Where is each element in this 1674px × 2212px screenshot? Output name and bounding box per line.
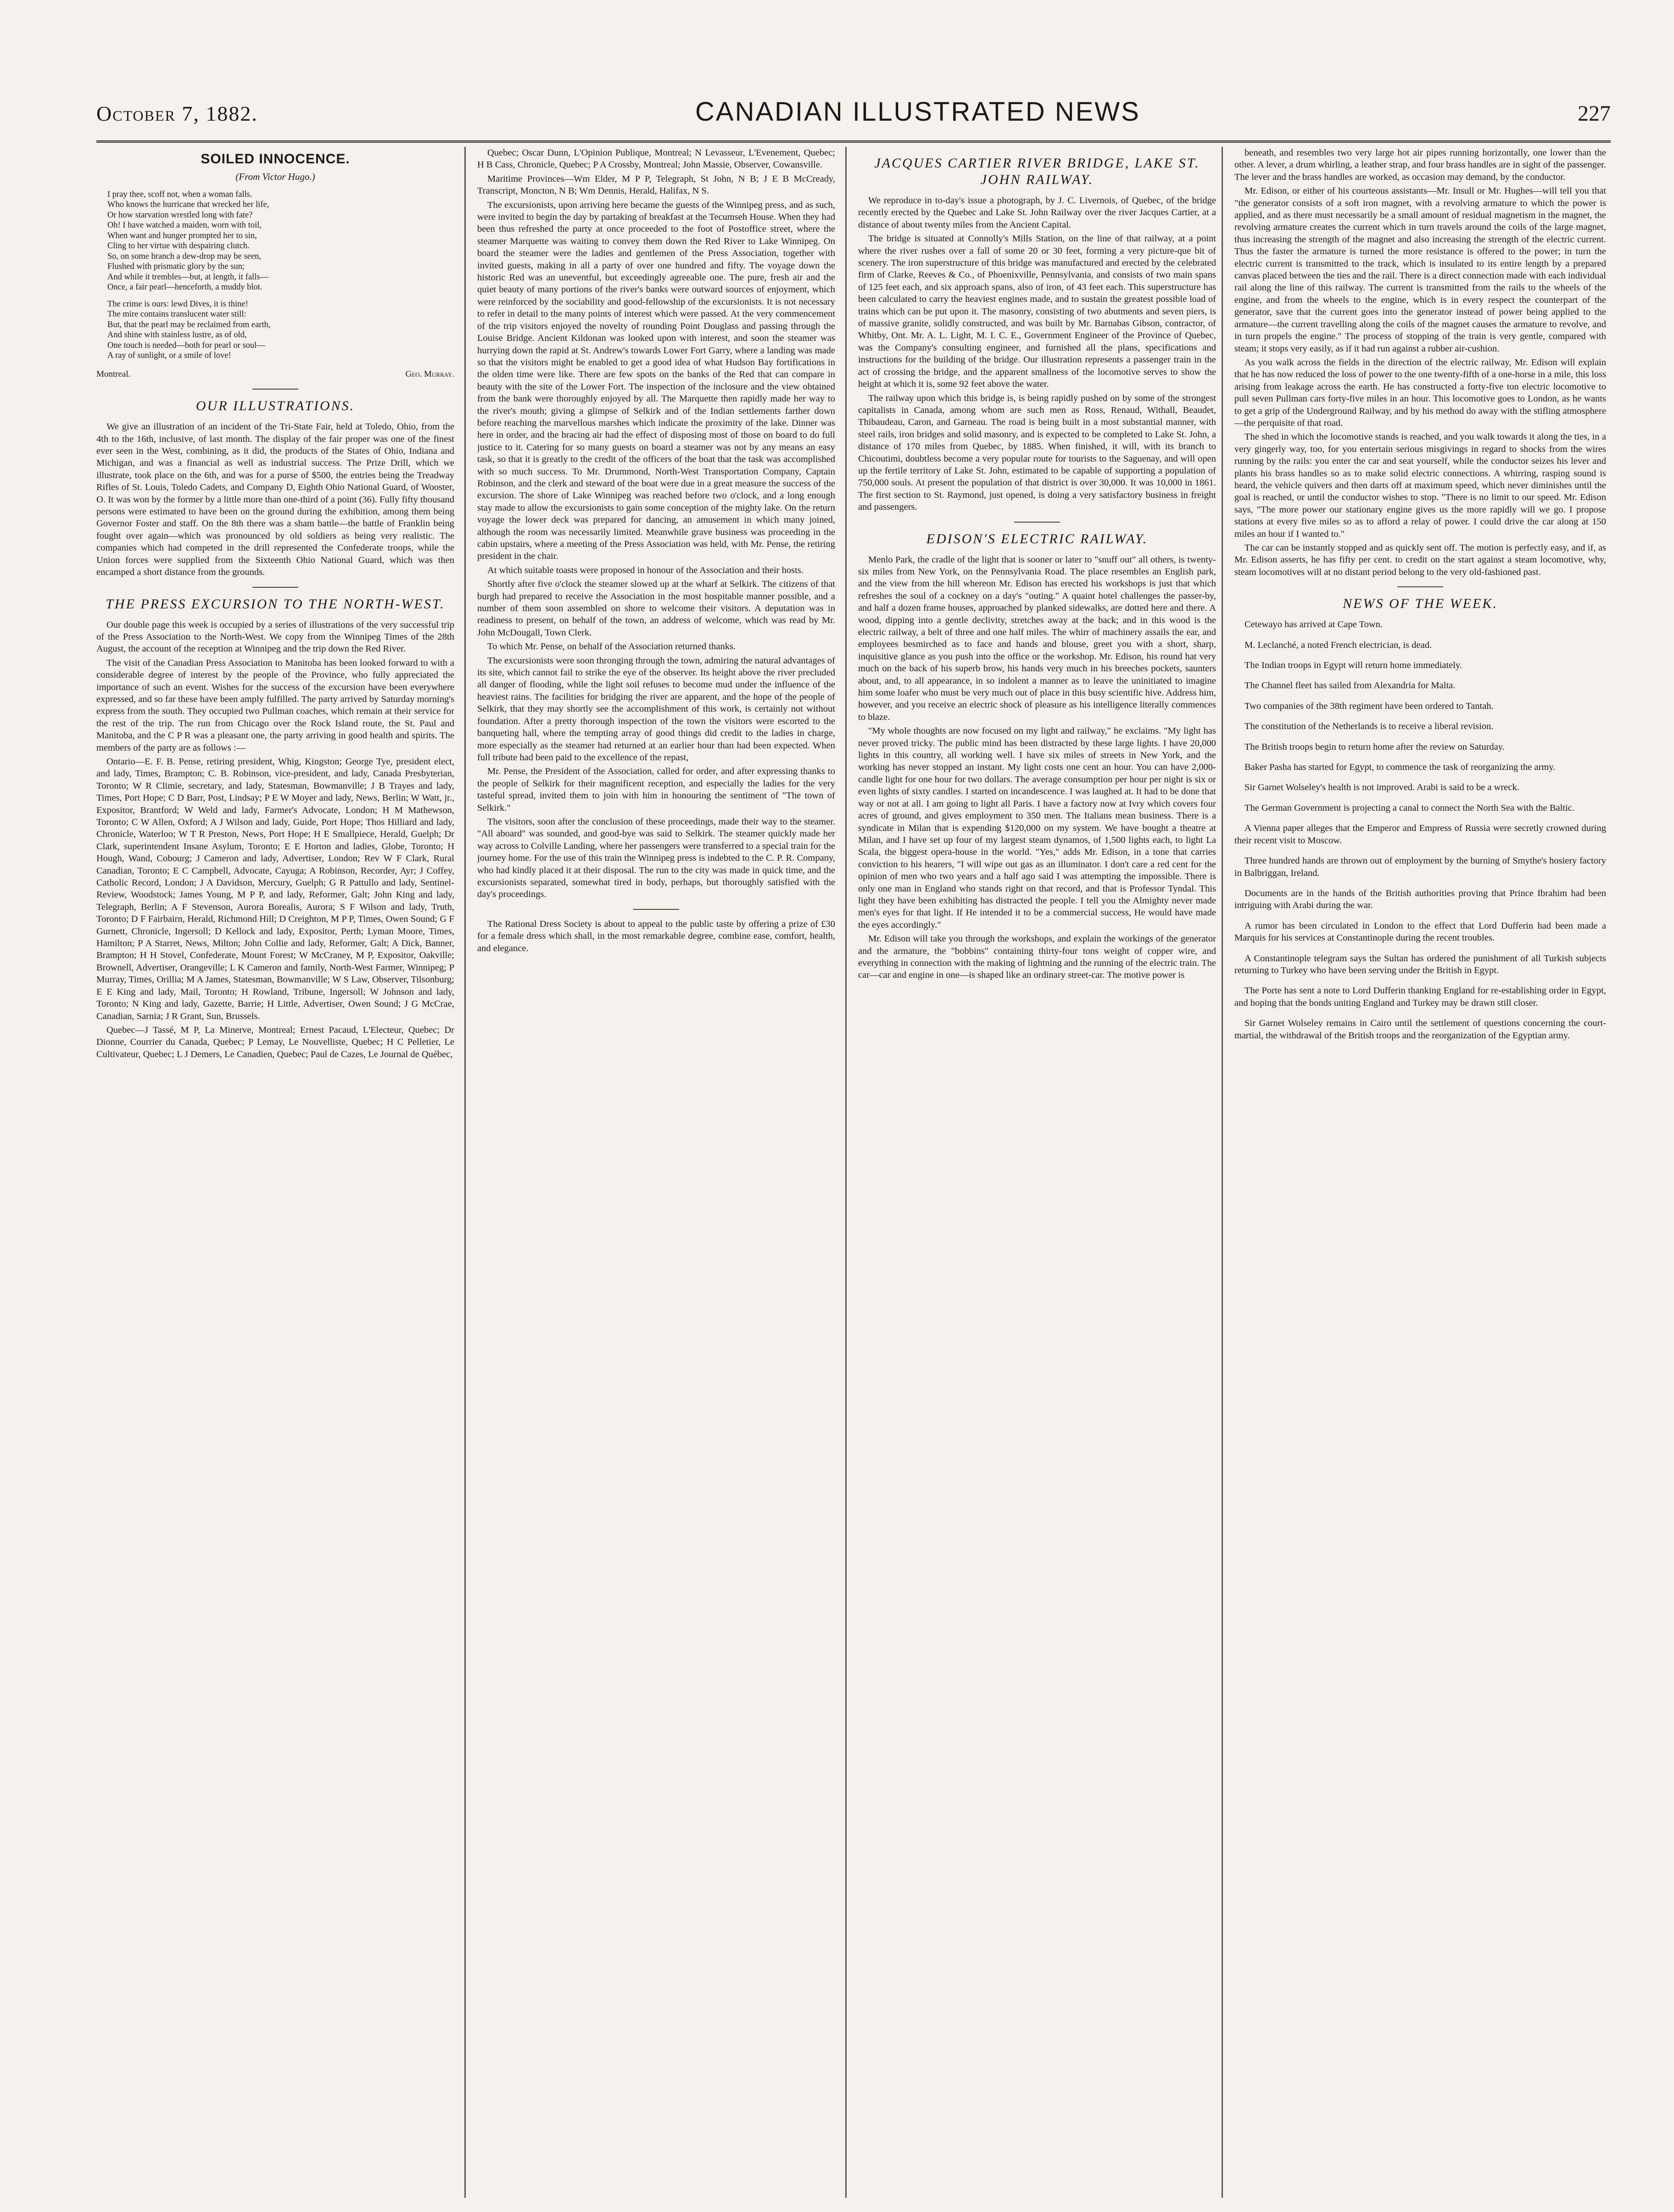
press-excursion-heading: THE PRESS EXCURSION TO THE NORTH-WEST. bbox=[106, 596, 445, 612]
paragraph: Menlo Park, the cradle of the light that is sooner or later to "snuff out" all others, is twenty-six miles from New York, on the Pennsylvania Road. The place resembles an English park, and the view from the hill whereon Mr. Edison has erected his workshops is just that which refreshes the soul of a cockney on a day's "outing." A quaint hotel challenges the passer-by, and half a dozen frame houses, approached by planked sidewalks, are dotted here and there. A wood, dipping into a gentle declivity, stretches away at the back; and in this wood is the electric railway, a belt of three and one half miles. The whirr of machinery assails the ear, and employees besmirched as to face and hands and blouse, greet you with a short, sharp, inquisitive glance as you push into the office or the workshop. Mr. Edison, his round hat very much on the back of his superb brow, his hands very much in his breeches pockets, saunters about, and, to all appearance, in so indolent a manner as to leave the uninitiated to imagine him some loafer who must be very much out of place in this busy scientific hive. Address him, however, and you receive an electric shock of pleasure as his intelligence literally commences to blaze. bbox=[858, 554, 1216, 722]
page-number: 227 bbox=[1577, 101, 1611, 126]
poem-line: One touch is needed—both for pearl or soul— bbox=[107, 340, 265, 350]
paragraph: Quebec; Oscar Dunn, L'Opinion Publique, Montreal; N Levasseur, L'Evenement, Quebec; H B Cass, Chronicle, Quebec; P A Crossby, Montreal; John Massie, Observer, Cowansville. bbox=[477, 148, 835, 170]
issue-date: October 7, 1882. bbox=[96, 102, 258, 125]
paragraph: Documents are in the hands of the British authorities proving that Prince Ibrahim had been intriguing with Arabi during the war. bbox=[1234, 888, 1606, 911]
poem-line: The mire contains translucent water still: bbox=[107, 310, 246, 319]
paragraph: Quebec—J Tassé, M P, La Minerve, Montreal; Ernest Pacaud, L'Electeur, Quebec; Dr Dionne, Courrier du Canada, Quebec; P Lemay, Le Nouvelliste, Quebec; H C Pelletier, Le Cultivateur, Quebec; L J Demers, Le Canadien, Quebec; Paul de Cazes, Le Journal de Québec, bbox=[96, 1025, 454, 1059]
poem-line: A ray of sunlight, or a smile of love! bbox=[107, 351, 231, 361]
paragraph: The British troops begin to return home after the review on Saturday. bbox=[1244, 741, 1505, 752]
paragraph: The visitors, soon after the conclusion of these proceedings, made their way to the steamer. "All aboard" was sounded, and good-bye was said to Selkirk. The steamer quickly made her way across to Colville Landing, where her passengers were transferred to a special train for the journey home. For the use of this train the Winnipeg press is indebted to the C. P. R. Company, who had kindly placed it at their disposal. The run to the city was made in quick time, and the excursionists separated, somewhat tired in body, perhaps, but thoroughly satisfied with the day's proceedings. bbox=[477, 816, 835, 900]
paragraph: The Channel fleet has sailed from Alexandria for Malta. bbox=[1244, 680, 1456, 691]
poem-title: SOILED INNOCENCE. bbox=[201, 151, 350, 167]
paragraph: The Indian troops in Egypt will return home immediately. bbox=[1244, 660, 1462, 671]
poem-line: Cling to her virtue with despairing clutch. bbox=[107, 241, 250, 251]
paragraph: Maritime Provinces—Wm Elder, M P P, Telegraph, St John, N B; J E B McCready, Transcript, Moncton, N B; Wm Dennis, Herald, Halifax, N S. bbox=[477, 173, 835, 196]
paragraph: Mr. Edison will take you through the workshops, and explain the workings of the generator and the armature, the "bobbins" containing thirty-four tons weight of copper wire, and everything in connection with the making of lightning and the running of the electric train. The car—car and engine in one—is shaped like an ordinary street-car. The motive power is bbox=[858, 934, 1216, 981]
news-heading: NEWS OF THE WEEK. bbox=[1343, 596, 1498, 612]
illustrations-body bbox=[96, 421, 454, 578]
paragraph: The Porte has sent a note to Lord Dufferin thanking England for re-establishing order in Egypt, and hoping that the bonds uniting England and Turkey may be drawn still closer. bbox=[1234, 986, 1606, 1008]
paragraph: The bridge is situated at Connolly's Mills Station, on the line of that railway, at a point where the river rushes over a fall of some 20 or 30 feet, forming a very picture-que bit of scenery. The iron superstructure of this bridge was manufactured and erected by the celebrated firm of Clarke, Reeves & Co., of Phoenixville, Pennsylvania, and consists of two main spans of 125 feet each, and six approach spans, also of iron, of 43 feet each. This superstructure has been calculated to carry the heaviest engines made, and to sustain the greatest possible load of trains which can be put upon it. The masonry, consisting of two abutments and seven piers, is of massive granite, solidly constructed, and was built by Mr. Barnabas Gibson, contractor, of Whitby, Ont. Mr. A. L. Light, M. I. C. E., Government Engineer of the Province of Quebec, was the Company's consulting engineer, and furnished all the plans, specifications and instructions for the building of the bridge. Our illustration represents a passenger train in the act of crossing the bridge, and the apparent smallness of the locomotive serves to show the height at which it is, some 92 feet above the water. bbox=[858, 234, 1216, 390]
divider bbox=[252, 389, 298, 390]
running-header bbox=[96, 96, 1611, 143]
poem-line: The crime is ours: lewd Dives, it is thine! bbox=[107, 299, 248, 309]
paragraph: The German Government is projecting a canal to connect the North Sea with the Baltic. bbox=[1244, 802, 1574, 813]
paragraph: The constitution of the Netherlands is to receive a liberal revision. bbox=[1244, 721, 1494, 732]
paragraph: We give an illustration of an incident of the Tri-State Fair, held at Toledo, Ohio, from the 4th to the 16th, inclusive, of last month. The display of the fair proper was one of the finest ever seen in the West, combining, as it did, the products of the States of Ohio, Indiana and Michigan, and was a financial as well as industrial success. The Prize Drill, which we illustrate, took place on the 6th, and was for a purse of $500, the entries being the Treadway Rifles of St. Louis, Toledo Cadets, and Company D, Eighth Ohio National Guard, of Wooster, O. It was won by the former by a little more than one-third of a point (36). Fully fifty thousand persons were estimated to have been on the ground during the exhibition, among them being Governor Foster and staff. On the 8th there was a sham battle—the battle of Franklin being fought over again—which was pronounced by old soldiers as being very realistic. The companies which had competed in the drill represented the Confederate troops, while the Union forces were supplied from the Sixteenth Ohio National Guard, which was then encamped a short distance from the grounds. bbox=[96, 422, 454, 578]
paragraph: To which Mr. Pense, on behalf of the Association returned thanks. bbox=[487, 641, 736, 652]
paragraph: M. Leclanché, a noted French electrician, is dead. bbox=[1244, 640, 1432, 650]
illustrations-heading: OUR ILLUSTRATIONS. bbox=[195, 398, 355, 414]
poem-stanza bbox=[107, 299, 454, 361]
paragraph: Sir Garnet Wolseley remains in Cairo until the settlement of questions concerning the court-martial, the withdrawal of the British troops and the reorganization of the Egyptian army. bbox=[1234, 1018, 1606, 1041]
poem-line: And while it trembles—but, at length, it falls— bbox=[107, 272, 268, 282]
poem-line: And shine with stainless lustre, as of old, bbox=[107, 330, 247, 340]
poem-stanza bbox=[107, 189, 454, 293]
bridge-body bbox=[858, 195, 1216, 513]
column-rule bbox=[1222, 147, 1223, 2198]
poem-line: Once, a fair pearl—henceforth, a muddy blot. bbox=[107, 283, 262, 292]
news-items bbox=[1234, 618, 1606, 1042]
paragraph: Two companies of the 38th regiment have been ordered to Tantah. bbox=[1244, 701, 1494, 711]
paragraph: Three hundred hands are thrown out of employment by the burning of Smythe's hosiery factory in Balbriggan, Ireland. bbox=[1234, 856, 1606, 878]
edison-continued bbox=[1234, 147, 1606, 578]
paragraph: Our double page this week is occupied by a series of illustrations of the very successful trip of the Press Association to the North-West. We copy from the Winnipeg Times of the 28th August, the account of the reception at Winnipeg and the trip down the Red River. bbox=[96, 619, 454, 654]
poem-place: Montreal. bbox=[96, 369, 131, 379]
column-4 bbox=[1234, 147, 1606, 2198]
paragraph: A Constantinople telegram says the Sultan has ordered the punishment of all Turkish subjects returning to Turkey who have been serving under the British in Egypt. bbox=[1234, 953, 1606, 975]
divider bbox=[1397, 586, 1443, 587]
paragraph: Sir Garnet Wolseley's health is not improved. Arabi is said to be a wreck. bbox=[1244, 782, 1519, 793]
poem-line: So, on some branch a dew-drop may be seen, bbox=[107, 251, 261, 261]
paragraph: As you walk across the fields in the direction of the electric railway, Mr. Edison will explain that he has now reduced the loss of power to the one twenty-fifth of a one-horse in a mile, this loss arising from leakage across the earth. He has constructed a forty-five ton electric locomotive to pull seven Pullman cars forty-five miles in an hour. This locomotive goes to London, as he wants to get a grip of the Underground Railway, and by his method do away with the stifling atmosphere—the perquisite of that road. bbox=[1234, 357, 1606, 428]
column-rule bbox=[464, 147, 466, 2198]
poem-author: Geo. Murray. bbox=[405, 369, 454, 379]
paragraph: Cetewayo has arrived at Cape Town. bbox=[1244, 619, 1383, 630]
poem-signature-line bbox=[96, 368, 454, 380]
paragraph: beneath, and resembles two very large hot air pipes running horizontally, one lower than the other. A lever, a drum whirling, a leather strap, and four brass handles are in sight of the passenger. The lever and the brass handles are worked, as occasion may demand, by the conductor. bbox=[1234, 148, 1606, 182]
column-3 bbox=[858, 147, 1216, 2198]
poem-line: Oh! I have watched a maiden, worn with toil, bbox=[107, 221, 262, 230]
paragraph: The railway upon which this bridge is, is being rapidly pushed on by some of the strongest capitalists in Canada, among whom are such men as Ross, Renaud, Withall, Beaudet, Thibaudeau, Caron, and Garneau. The road is being built in a most substantial manner, with steel rails, iron bridges and solid masonry, and is expected to be completed to Lake St. John, a distance of 170 miles from Quebec, by 1885. When finished, it will, with its branch to Chicoutimi, doubtless become a very popular route for tourists to the Saguenay, and will open up the fertile territory of Lake St. John, estimated to be capable of supporting a population of 750,000 souls. At present the population of that district is over 30,000. It was 10,000 in 1861. The first section to St. Raymond, just opened, is doing a very satisfactory business in freight and passengers. bbox=[858, 393, 1216, 513]
poem-line: Who knows the hurricane that wrecked her life, bbox=[107, 200, 269, 210]
poem-line: But, that the pearl may be reclaimed from earth, bbox=[107, 320, 271, 329]
poem-line: When want and hunger prompted her to sin, bbox=[107, 231, 257, 240]
paragraph: Mr. Edison, or either of his courteous assistants—Mr. Insull or Mr. Hughes—will tell you that "the generator consists of a soft iron magnet, with a revolving armature to which the power is applied, and as there must necessarily be a small amount of residual magnetism in the magnet, the revolving armature creates the current which in turn travels around the coils of the large magnet, thus increasing the strength of the magnet and also increasing the strength of the electric current. Thus the faster the armature is turned the more resistance is offered to the power; in turn the electric current is transmitted to the track, which is insulated to its entire length by a prepared canvas placed between the ties and the rail. There is a direct connection made with each individual rail along the line of this railway. The current is transmitted from the rails to the wheels of the engine, and from the wheels to the engine, which is in every respect the counterpart of the generator, save that the current goes into the generator instead of power being applied to the armature—the current travelling along the coils of the magnet causes the armature to revolve, and in turn propels the engine." The process of stopping of the train is very gentle, compared with steam; it stops very easily, as if it had run against a rubber air-cushion. bbox=[1234, 186, 1606, 354]
paragraph: Shortly after five o'clock the steamer slowed up at the wharf at Selkirk. The citizens of that burgh had prepared to receive the Association in the most hospitable manner possible, and a number of them soon assembled on shore to welcome their visitors. A deputation was in readiness to present, on behalf of the town, an address of welcome, which was read by Mr. John McDougall, Town Clerk. bbox=[477, 579, 835, 638]
divider bbox=[633, 909, 679, 910]
paragraph: Baker Pasha has started for Egypt, to commence the task of reorganizing the army. bbox=[1244, 762, 1556, 773]
paragraph: The car can be instantly stopped and as quickly sent off. The motion is perfectly easy, and if, as Mr. Edison asserts, he has fifty per cent. to credit on the start against a steam locomotive, why, steam locomotives will at no distant period belong to the very old-fashioned past. bbox=[1234, 543, 1606, 577]
paragraph: Mr. Pense, the President of the Association, called for order, and after expressing thanks to the people of Selkirk for their magnificent reception, and especially the ladies for the very tasteful spread, invited them to join with him in honouring the sentiment of "The town of Selkirk." bbox=[477, 766, 835, 813]
paragraph: "My whole thoughts are now focused on my light and railway," he exclaims. "My light has never proved tricky. The public mind has been distracted by these large lights. I have 20,000 lights in this country, all working well. I have six miles of streets in New York, and the working has never stopped an instant. My light costs one cent an hour. You can have 2,000-candle light for one hour for two dollars. The average consumption per hour per night is six or even lights of sixty candles. I started on incandescence. I was laughed at. It had to be done that way or not at all. I am going to light all Paris. I have a factory now at Ivry which covers four acres of ground, and gives employment to 350 men. The Italians mean business. There is a syndicate in Milan that is expending $120,000 on my system. We have bought a theatre at Milan, and I have set up four of my largest steam dynamos, of 1,500 lights each, to light La Scala, the biggest opera-house in the world. "Yes," adds Mr. Edison, in a tone that carries conviction to his hearers, "I will wipe out gas as an illuminator. I don't care a red cent for the opinion of men who two years and a half ago said I was attempting the impossible. There is only one man in England who stands right on that record, and that is Professor Tyndal. This light they have been exhibiting has distracted the people. I tell you the Almighty never made men's eyes for that light. If He intended it to be a commercial success, He would have made the eyes accordingly." bbox=[858, 726, 1216, 930]
poem-body bbox=[107, 189, 454, 361]
poem-line: I pray thee, scoff not, when a woman falls. bbox=[107, 189, 252, 199]
press-excursion-body bbox=[96, 619, 454, 1061]
masthead-title: CANADIAN ILLUSTRATED NEWS bbox=[695, 97, 1140, 127]
poem-line: Or how starvation wrestled long with fate? bbox=[107, 210, 253, 220]
paragraph: Ontario—E. F. B. Pense, retiring president, Whig, Kingston; George Tye, president elect, and lady, Times, Brampton; C. B. Robinson, vice-president, and lady, Canada Presbyterian, Toronto; W R Climie, secretary, and lady, Statesman, Bowmanville; J B Trayes and lady, Times, Port Hope; C D Barr, Post, Lindsay; P E W Moyer and lady, News, Berlin; W Watt, jr., Expositor, Brantford; W Weld and lady, Farmer's Advocate, London; H M Mathewson, Toronto; C W Allen, Oxford; A J Wilson and lady, Guide, Port Hope; Thos Hilliard and lady, Chronicle, Waterloo; W T R Preston, News, Port Hope; H E Smallpiece, Herald, Guelph; Dr Clark, superintendent Insane Asylum, Toronto; E E Horton and ladies, Globe, Toronto; H Hough, Wand, Cobourg; J Cameron and lady, Advertiser, London; Rev W F Clark, Rural Canadian, Toronto; E C Campbell, Advocate, Cayuga; A Robinson, Recorder, Ayr; J Coffey, Catholic Record, London; J A Davidson, Mercury, Guelph; G R Pattullo and lady, Sentinel-Review, Woodstock; James Young, M P P, and lady, Reformer, Galt; John King and lady, Telegraph, Berlin; A F Stevenson, Aurora Borealis, Aurora; S F Wilson and lady, Truth, Toronto; D F Fairbairn, Herald, Richmond Hill; D Creighton, M P P, Times, Owen Sound; G F Gurnett, Chronicle, Ingersoll; D Kellock and lady, Expositor, Perth; Lyman Moore, Times, Hamilton; P A Starret, News, Milton; John Collie and lady, Reformer, Galt; A Dick, Banner, Brampton; H H Stovel, Confederate, Mount Forest; W McCraney, M P, Expositor, Oakville; Brownell, Advertiser, Orangeville; L K Cameron and family, North-West Farmer, Winnipeg; P Murray, Times, Orillia; M A James, Statesman, Bowmanville; W S Law, Observer, Tilsonburg; E E King and lady, Mail, Toronto; H Rowland, Tribune, Ingersoll; W Johnson and lady, Toronto; N King and lady, Gazette, Barrie; H Little, Advertiser, Owen Sound; J G McCrae, Canadian, Sarnia; J R Grant, Sun, Brussels. bbox=[96, 756, 454, 1021]
paragraph: The visit of the Canadian Press Association to Manitoba has been looked forward to with a considerable degree of interest by the people of the Province, who fully appreciated the importance of such an event. Wishes for the success of the excursion have been everywhere expressed, and so far these have been amply fulfilled. The party arrived by Saturday morning's express from the south. They occupied two Pullman coaches, which remain at their service for the rest of the trip. The run from Chicago over the Rock Island route, the St. Paul and Manitoba, and the C P R was a pleasant one, the party arriving in good health and spirits. The members of the party are as follows :— bbox=[96, 657, 454, 753]
edison-heading: EDISON'S ELECTRIC RAILWAY. bbox=[926, 531, 1148, 546]
rational-dress-notice: The Rational Dress Society is about to appeal to the public taste by offering a prize of £30 for a female dress which shall, in the most remarkable degree, combine ease, comfort, health, and elegance. bbox=[477, 919, 835, 953]
bridge-heading: JACQUES CARTIER RIVER BRIDGE, LAKE ST. JOHN RAILWAY. bbox=[874, 156, 1200, 187]
paragraph: A Vienna paper alleges that the Emperor and Empress of Russia were secretly crowned during their recent visit to Moscow. bbox=[1234, 823, 1606, 846]
divider bbox=[1014, 522, 1060, 523]
paragraph: We reproduce in to-day's issue a photograph, by J. C. Livernois, of Quebec, of the bridge recently erected by the Quebec and Lake St. John Railway over the river Jacques Cartier, at a distance of about twenty miles from the Ancient Capital. bbox=[858, 195, 1216, 230]
paragraph: The excursionists, upon arriving here became the guests of the Winnipeg press, and as such, were invited to begin the day by partaking of breakfast at the Tecumseh House. When they had been thus refreshed the party at once proceeded to the foot of Postoffice street, where the steamer Marquette was waiting to convey them down the Red River to Lake Winnipeg. On board the steamer were the ladies and gentlemen of the Press Association, together with invited guests, making in all a party of over one hundred and fifty. The voyage down the historic Red was an uneventful, but exceedingly agreeable one. The pure, fresh air and the quiet beauty of many portions of the river's banks were outward sources of enjoyment, which were reinforced by the sociability and good-fellowship of the excursionists. It is not necessary to refer in detail to the many points of interest which were passed. At the very commencement of the trip visitors enjoyed the novelty of rounding Point Douglass and passing through the Louise Bridge. Ancient Kildonan was looked upon with interest, and soon the steamer was hurrying down the rapid at St. Andrew's towards Lower Fort Garry, where a landing was made so that the visitors might be enabled to get a good idea of what Hudson Bay fortifications in the olden time were like. There are few spots on the banks of the Red that can compare in beauty with the site of the Lower Fort. The inspection of the inclosure and the view obtained from the bank were thoroughly enjoyed by all. The Marquette then rapidly made her way to the river's mouth; giving a glimpse of Selkirk and of the Indian settlements farther down before reaching the marvellous marshes which indicate the proximity of the lake. Dinner was here in order, and the bracing air had the effect of disposing most of those on board to do full justice to it. Catering for so many guests on board a steamer was not by any means an easy task, so that it is greatly to the credit of the officers of the boat that the task was accomplished with so much success. To Mr. Drummond, North-West Transportation Company, Captain Robinson, and the clerk and steward of the boat were due in a great measure the success of the excursion. The shore of Lake Winnipeg was reached before two o'clock, and a long enough stay made to allow the excursionists to gain some conception of the mighty lake. On the return voyage the lower deck was prepared for dancing, an amusement in which many joined, although the room was necessarily limited. Meanwhile grave business was proceeding in the cabin upstairs, where a meeting of the Press Association was held, with Mr. Pense, the retiring president in the chair. bbox=[477, 200, 835, 562]
paragraph: At which suitable toasts were proposed in honour of the Association and their hosts. bbox=[487, 565, 804, 575]
column-1 bbox=[96, 147, 454, 2198]
paragraph: The excursionists were soon thronging through the town, admiring the natural advantages of its site, which cannot fail to strike the eye of the observer. Its height above the river precluded all danger of flooding, while the light soil refuses to become mud under the influence of the heaviest rains. The facilities for bridging the river are apparent, and the hope of the people of Selkirk, that they may shortly see the accomplishment of this work, is certainly not without foundation. After a pretty thorough inspection of the town the visitors were escorted to the banqueting hall, where the tempting array of good things did credit to the ladies in charge, more especially as the steamer had returned at an earlier hour than had been expected. When full tribute had been paid to the excellence of the repast, bbox=[477, 655, 835, 763]
paragraph: The shed in which the locomotive stands is reached, and you walk towards it along the ties, in a very gingerly way, too, for you entertain serious misgivings in regard to shocks from the wires running by the rails: you enter the car and seat yourself, while the conductor seizes his lever and plants his brass handles so as to make solid electric connections. A whirring, rasping sound is heard, the vehicle quivers and then darts off at maximum speed, which never diminishes until the goal is reached, or until the conductor wishes to stop. "There is no limit to our speed. Mr. Edison says, "The more power our stationary engine gives us the more rapidly will we go. I propose stations at every five miles so as to afford a relay of power. I could drive the car along at 150 miles an hour if I wanted to." bbox=[1234, 432, 1606, 539]
press-excursion-continued bbox=[477, 147, 835, 901]
poem-line: Flushed with prismatic glory by the sun; bbox=[107, 262, 245, 272]
column-2 bbox=[477, 147, 835, 2198]
paragraph: A rumor has been circulated in London to the effect that Lord Dufferin had been made a Marquis for his services at Constantinople during the recent troubles. bbox=[1234, 920, 1606, 943]
poem-byline: (From Victor Hugo.) bbox=[235, 171, 315, 183]
divider bbox=[252, 587, 298, 588]
edison-body bbox=[858, 554, 1216, 981]
column-rule bbox=[845, 147, 847, 2198]
